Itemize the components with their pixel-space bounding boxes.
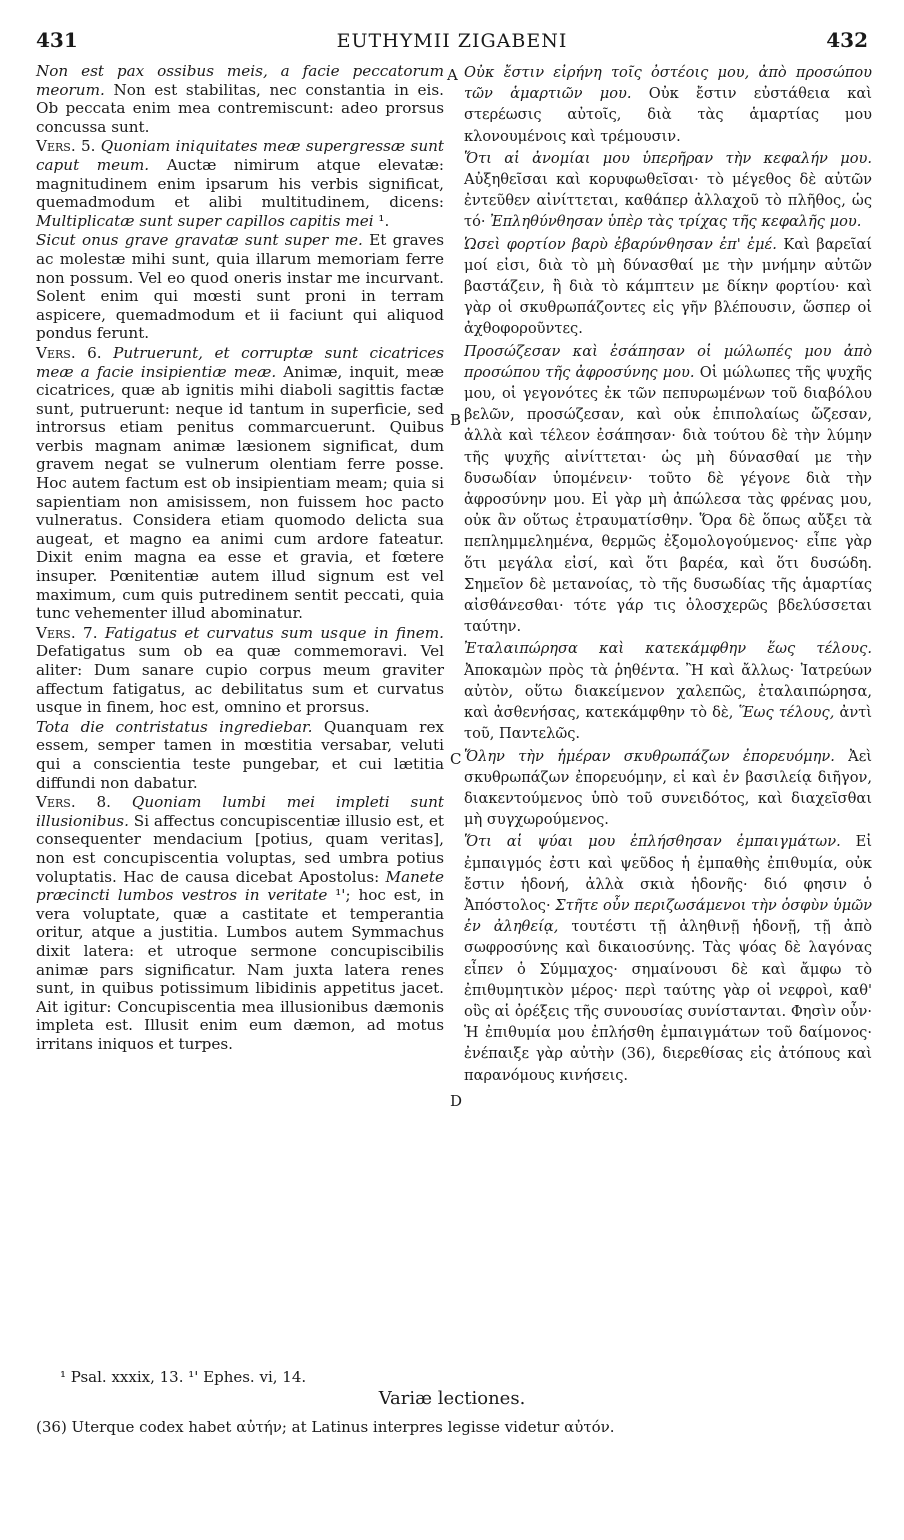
commentary: Αὐξηθεῖσαι καὶ κορυφωθεῖσαι· τὸ μέγεθος δὲ αὐτῶν ἐντεῦθεν αἰνίττεται, καθάπερ ἀλλαχοῦ τὸ πλῆθος, ὡς τό· [464, 171, 872, 231]
greek-paragraph [464, 148, 872, 233]
lemma: Quoniam lumbi mei impleti sunt illusionibus. [36, 793, 444, 830]
variae-lectiones-title: Variæ lectiones. [378, 1388, 526, 1409]
latin-paragraph [36, 624, 444, 717]
page-number-right: 432 [826, 28, 868, 52]
lemma: Ὅτι αἱ ψύαι μου ἐπλήσθησαν ἐμπαιγμάτων. [464, 833, 841, 851]
column-marker-b: B [450, 411, 462, 429]
variae-lectiones-text: (36) Uterque codex habet αὐτήν; at Latinus interpres legisse videtur αὐτόν. [36, 1418, 615, 1436]
greek-paragraph [464, 831, 872, 1085]
lemma: Ὡσεὶ φορτίον βαρὺ ἐβαρύνθησαν ἐπ' ἐμέ. [464, 235, 777, 253]
lemma: Sicut onus grave gravatæ sunt super me. [36, 231, 363, 250]
footnotes: ¹ Psal. xxxix, 13. ¹' Ephes. vi, 14. [60, 1368, 307, 1386]
commentary: ¹'; hoc est, in vera voluptate, quæ a castitate et temperantia oritur, atque a justitia. Lumbos autem Symmachus dixit latera: et utroque sermone concupiscibilis animæ pars significatur. Nam juxta latera renes sunt, in quibus potissimum libidinis appetitus jacet. Ait igitur: Concupiscentia mea illusionibus dæmonis impleta est. Illusit enim eum dæmon, ad motus irritans iniquos et turpes. [36, 886, 444, 1053]
latin-paragraph [36, 793, 444, 1053]
lemma: Quoniam iniquitates meæ supergressæ sunt caput meum. [36, 137, 444, 174]
quotation: Manete præcincti lumbos vestros in veritate [36, 867, 444, 905]
commentary: Ἀεὶ σκυθρωπάζων ἐπορευόμην, εἰ καὶ ἐν βασιλείᾳ διῆγον, διακεντούμενος ὑπὸ τοῦ συνειδότος, καὶ διαχεῖσθαι μὴ συγχωρούμενος. [464, 747, 873, 829]
lemma: Προσώζεσαν καὶ ἐσάπησαν οἱ μώλωπές μου ἀπὸ προσώπου τῆς ἀφροσύνης μου. [464, 342, 872, 381]
commentary: Εἰ ἐμπαιγμός ἐστι καὶ ψεῦδος ἡ ἐμπαθὴς ἐπιθυμία, οὐκ ἔστιν ἡδονή, ἀλλὰ σκιὰ ἡδονῆς· διό φησιν ὁ Ἀπόστολος· [464, 833, 872, 914]
verse-number: Vers. 7. [36, 623, 98, 642]
greek-paragraph [464, 341, 872, 638]
lemma: Putruerunt, et corruptæ sunt cicatrices meæ a facie insipientiæ meæ. [36, 343, 444, 381]
quotation: Ἐπληθύνθησαν ὑπὲρ τὰς τρίχας τῆς κεφαλῆς μου. [490, 213, 862, 231]
verse-number: Vers. 8. [36, 793, 112, 812]
latin-paragraph [36, 62, 444, 136]
lemma: Ὅτι αἱ ἀνομίαι μου ὑπερῆραν τὴν κεφαλήν μου. [464, 149, 872, 167]
commentary: Auctæ nimirum atque elevatæ: magnitudinem enim ipsarum his verbis significat, quemadmodum et alibi multitudinem, dicens: [36, 155, 444, 212]
lemma: Tota die contristatus ingrediebar. [36, 717, 313, 736]
commentary: ¹. [373, 211, 390, 230]
commentary: Defatigatus sum ob ea quæ commemoravi. Vel aliter: Dum sanare cupio corpus meum graviter affectum fatigatus, ac debilitatus sum et curvatus usque in finem, hoc est, omnino et prorsus. [36, 642, 444, 717]
running-title: EUTHYMII ZIGABENI [336, 30, 568, 52]
greek-column [464, 62, 872, 1086]
greek-paragraph [464, 234, 872, 340]
lemma: Οὐκ ἔστιν εἰρήνη τοῖς ὀστέοις μου, ἀπὸ προσώπου τῶν ἁμαρτιῶν μου. [464, 64, 872, 103]
commentary: τουτέστι τῇ ἀληθινῇ ἡδονῇ, τῇ ἀπὸ σωφροσύνης καὶ δικαιοσύνης. Τὰς ψόας δὲ λαγόνας εἶπεν ὁ Σύμμαχος· σημαίνουσι δὲ καὶ ἄμφω τὸ ἐπιθυμητικὸν μέρος· περὶ ταύτης γὰρ οἱ νεφροὶ, καθ' οὓς αἱ ὀρέξεις τῆς συνουσίας συνίστανται. Φησὶν οὖν· Ἡ ἐπιθυμία μου ἐπλήσθη ἐμπαιγμάτων τοῦ δαίμονος· ἐνέπαιξε γὰρ αὐτὴν (36), διερεθίσας εἰς ἀτόπους καὶ παρανόμους κινήσεις. [464, 918, 872, 1084]
commentary: Animæ, inquit, meæ cicatrices, quæ ab ignitis mihi diaboli sagittis factæ sunt, putruerunt: neque id tantum in superficie, sed introrsus etiam penitus commarcuerunt. Quibus verbis magnam animæ læsionem significat, dum gravem negat se vulnerum olentiam ferre posse. Hoc autem factum est ob insipientiam meam; quia si sapientiam non amisissem, non fuissem hoc pacto vulneratus. Considera etiam quomodo delicta sua augeat, et magno ea animi cum ardore fateatur. Dixit enim magna ea esse et gravia, et fœtere insuper. Pœnitentiæ autem illud signum est vel maximum, cum quis putredinem sentit peccati, quia tunc vehementer illud abominatur. [36, 362, 444, 623]
lemma: Non est pax ossibus meis, a facie peccatorum meorum. [36, 62, 444, 99]
latin-paragraph [36, 344, 444, 623]
latin-column [36, 62, 444, 1053]
commentary: ἀντὶ τοῦ, Παντελῶς. [464, 704, 872, 743]
column-marker-c: C [450, 750, 462, 768]
lemma: Ὅλην τὴν ἡμέραν σκυθρωπάζων ἐπορευόμην. [464, 747, 835, 765]
column-marker-d: D [450, 1092, 463, 1110]
greek-paragraph [464, 638, 872, 744]
commentary: Si affectus concupiscentiæ illusio est, et consequenter mendacium [potius, quam veritas], non est concupiscentia voluptas, sed umbra potius voluptatis. Hac de causa dicebat Apostolus: [36, 811, 444, 886]
commentary: Non est stabilitas, nec constantia in eis. Ob peccata enim mea contremiscunt: adeo prorsus concussa sunt. [36, 80, 444, 136]
quotation: Multiplicatæ sunt super capillos capitis mei [36, 211, 374, 230]
latin-paragraph [36, 137, 444, 230]
commentary: Et graves ac molestæ mihi sunt, quia illarum memoriam ferre non possum. Vel eo quod oneris instar me incurvant. Solent enim qui mœsti sunt proni in terram aspicere, quemadmodum et ii faciunt qui aliquod pondus ferunt. [36, 231, 444, 343]
commentary: Οὐκ ἔστιν εὐστάθεια καὶ στερέωσις αὐτοῖς, διὰ τὰς ἁμαρτίας μου κλονουμένοις καὶ τρέμουσιν. [464, 85, 873, 145]
quotation: Ἕως τέλους, [738, 704, 835, 722]
commentary: Καὶ βαρεῖαί μοί εἰσι, διὰ τὸ μὴ δύνασθαί με τὴν μνήμην αὐτῶν βαστάζειν, ἢ διὰ τὸ κάμπτειν με δίκην φορτίου· καὶ γὰρ οἱ σκυθρωπάζοντες εἰς γῆν βλέπουσιν, ὥσπερ οἱ ἀχθοφοροῦντες. [464, 235, 872, 338]
verse-number: Vers. 6. [36, 343, 102, 362]
page-number-left: 431 [36, 28, 78, 52]
verse-number: Vers. 5. [36, 137, 96, 156]
lemma: Ἐταλαιπώρησα καὶ κατεκάμφθην ἕως τέλους. [464, 640, 872, 658]
quotation: Στῆτε οὖν περιζωσάμενοι τὴν ὀσφὺν ὑμῶν ἐν ἀληθείᾳ, [464, 896, 872, 936]
commentary: Ἀποκαμὼν πρὸς τὰ ῥηθέντα. Ἢ καὶ ἄλλως· Ἰατρεύων αὐτὸν, οὕτω διακείμενον χαλεπῶς, ἐταλαιπώρησα, καὶ ἀσθενήσας, κατεκάμφθην τὸ δὲ, [464, 661, 872, 722]
commentary: Quanquam rex essem, semper tamen in mœstitia versabar, veluti qui a conscientia teste pungebar, et cui lætitia diffundi non dabatur. [36, 717, 444, 792]
latin-paragraph [36, 718, 444, 792]
latin-paragraph [36, 231, 444, 343]
greek-paragraph [464, 62, 872, 147]
commentary: Οἱ μώλωπες τῆς ψυχῆς μου, οἱ γεγονότες ἐκ τῶν πεπυρωμένων τοῦ διαβόλου βελῶν, προσώζεσαν, καὶ οὐκ ἐπιπολαίως ὤζεσαν, ἀλλὰ καὶ τέλεον ἐσάπησαν· διὰ τούτου δὲ τὴν λύμην τῆς ψυχῆς αἰνίττεται· ὡς μὴ δύνασθαί με τὴν δυσωδίαν ὑπομένειν· τοῦτο δὲ γέγονε διὰ τὴν ἀφροσύνην μου. Εἰ γὰρ μὴ ἀπώλεσα τὰς φρένας μου, οὐκ ἂν οὕτως ἐτραυματίσθην. Ὅρα δὲ ὅπως αὔξει τὰ πεπλημμελημένα, θερμῶς ἐξομολογούμενος· εἶπε γὰρ ὅτι μεγάλα εἰσί, καὶ ὅτι βαρέα, καὶ ὅτι δυσώδη. Σημεῖον δὲ μετανοίας, τὸ τῆς δυσωδίας τῆς ἁμαρτίας αἰσθάνεσθαι· τότε γάρ τις ὁλοσχερῶς βδελύσσεται ταύτην. [464, 363, 873, 636]
column-marker-a: A [447, 66, 458, 84]
greek-paragraph [464, 746, 872, 831]
lemma: Fatigatus et curvatus sum usque in finem. [97, 623, 444, 642]
page-header [36, 28, 868, 58]
